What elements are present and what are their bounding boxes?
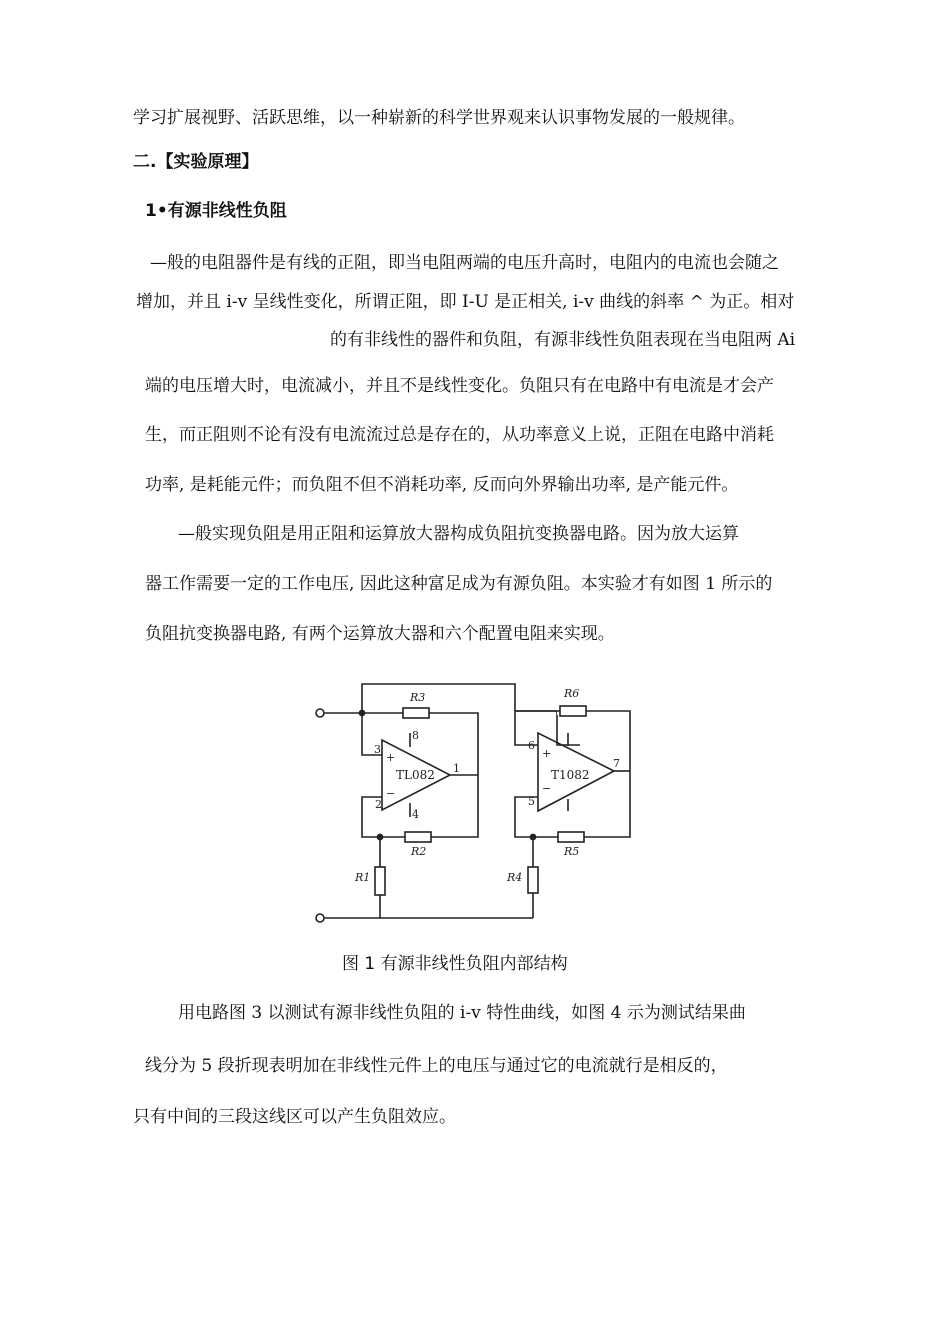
- circuit-diagram: [300, 675, 650, 935]
- pin-6: 6: [528, 739, 535, 752]
- paragraph-3-line-1: 用电路图 3 以测试有源非线性负阻的 i-v 特性曲线，如图 4 示为测试结果曲: [178, 1003, 746, 1023]
- paragraph-1-line-4: 端的电压增大时，电流减小，并且不是线性变化。负阻只有在电路中有电流是才会产: [145, 376, 774, 396]
- paragraph-2-line-1: —般实现负阻是用正阻和运算放大器构成负阻抗变换器电路。因为放大运算: [178, 524, 739, 544]
- minus-sign-2: −: [542, 782, 552, 795]
- resistor-r1: [375, 867, 385, 895]
- pin-1: 1: [453, 762, 460, 775]
- pin-7: 7: [613, 757, 620, 770]
- opamp-2-label: T1082: [551, 768, 590, 782]
- pin-2: 2: [375, 798, 382, 811]
- paragraph-1-line-5: 生，而正阻则不论有没有电流流过总是存在的，从功率意义上说，正阻在电路中消耗: [145, 425, 774, 445]
- intro-tail-text: 学习扩展视野、活跃思维，以一种崭新的科学世界观来认识事物发展的一般规律。: [133, 108, 745, 128]
- opamp-1-label: TL082: [396, 768, 435, 782]
- label-r3: R3: [410, 691, 426, 704]
- figure-caption: 图 1 有源非线性负阻内部结构: [342, 954, 568, 974]
- paragraph-1-line-2: 增加，并且 i-v 呈线性变化，所谓正阻，即 I-U 是正相关, i-v 曲线的斜率 ^ 为正。相对: [136, 292, 795, 312]
- resistor-r2: [405, 832, 431, 842]
- label-r5: R5: [564, 845, 580, 858]
- label-r6: R6: [564, 687, 580, 700]
- subheading: 1•有源非线性负阻: [145, 201, 287, 221]
- pin-3: 3: [374, 743, 381, 756]
- resistor-r4: [528, 867, 538, 893]
- paragraph-3-line-2: 线分为 5 段折现表明加在非线性元件上的电压与通过它的电流就行是相反的，: [145, 1056, 728, 1076]
- paragraph-1-line-1: —般的电阻器件是有线的正阻，即当电阻两端的电压升高时，电阻内的电流也会随之: [150, 253, 779, 273]
- paragraph-1-line-3: 的有非线性的器件和负阻，有源非线性负阻表现在当电阻两 Ai: [330, 330, 796, 350]
- label-r2: R2: [411, 845, 427, 858]
- resistor-r5: [558, 832, 584, 842]
- minus-sign-1: −: [386, 787, 396, 800]
- paragraph-2-line-2: 器工作需要一定的工作电压, 因此这种富足成为有源负阻。本实验才有如图 1 所示的: [145, 574, 773, 594]
- pin-4: 4: [412, 808, 419, 821]
- plus-sign-1: +: [386, 751, 396, 764]
- section-heading: 二.【实验原理】: [133, 152, 259, 172]
- plus-sign-2: +: [542, 747, 552, 760]
- pin-8: 8: [412, 729, 419, 742]
- paragraph-1-line-6: 功率, 是耗能元件；而负阻不但不消耗功率, 反而向外界输出功率, 是产能元件。: [145, 475, 739, 495]
- label-r1: R1: [355, 871, 371, 884]
- pin-5: 5: [528, 795, 535, 808]
- label-r4: R4: [507, 871, 523, 884]
- paragraph-2-line-3: 负阻抗变换器电路, 有两个运算放大器和六个配置电阻来实现。: [145, 624, 615, 644]
- resistor-r3: [403, 708, 429, 718]
- paragraph-3-line-3: 只有中间的三段这线区可以产生负阻效应。: [133, 1107, 456, 1127]
